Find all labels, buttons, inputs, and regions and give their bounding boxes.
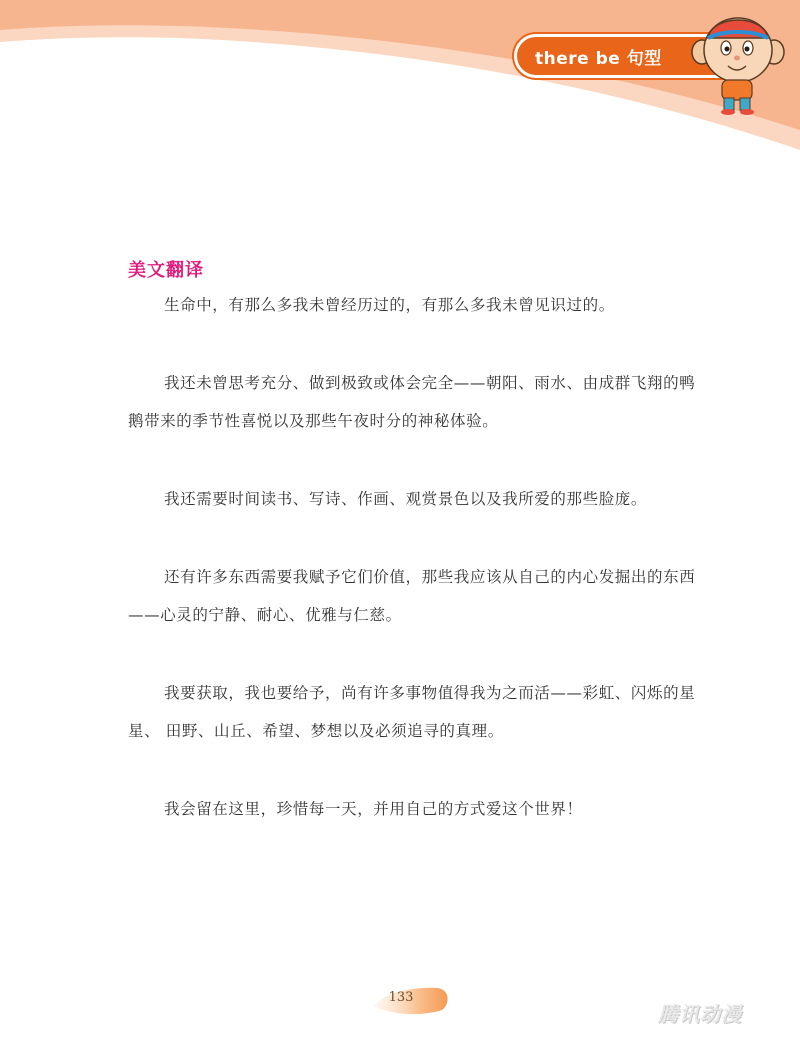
translation-body — [128, 286, 708, 868]
paragraph-6: 我会留在这里，珍惜每一天，并用自己的方式爱这个世界！ — [164, 800, 583, 818]
paragraph-5: 我要获取，我也要给予，尚有许多事物值得我为之而活——彩虹、闪烁的星星、 田野、山丘、希望、梦想以及必须追寻的真理。 — [128, 684, 696, 740]
page-number-badge — [372, 982, 450, 1018]
header-wave-decoration — [0, 0, 800, 170]
paragraph-3: 我还需要时间读书、写诗、作画、观赏景色以及我所爱的那些脸庞。 — [164, 490, 648, 508]
page-number: 133 — [388, 990, 414, 1005]
paragraph-1: 生命中，有那么多我未曾经历过的，有那么多我未曾见识过的。 — [164, 296, 615, 314]
paragraph-2: 我还未曾思考充分、做到极致或体会完全——朝阳、雨水、由成群飞翔的鸭鹅带来的季节性喜悦以及那些午夜时分的神秘体验。 — [128, 374, 696, 430]
chapter-badge-label: there be 句型 — [535, 48, 662, 69]
paragraph-4: 还有许多东西需要我赋予它们价值，那些我应该从自己的内心发掘出的东西——心灵的宁静、耐心、优雅与仁慈。 — [128, 568, 696, 624]
section-title: 美文翻译 — [128, 260, 204, 281]
watermark: 腾讯动漫 — [658, 1002, 742, 1026]
cartoon-boy-mascot-icon — [690, 8, 786, 118]
